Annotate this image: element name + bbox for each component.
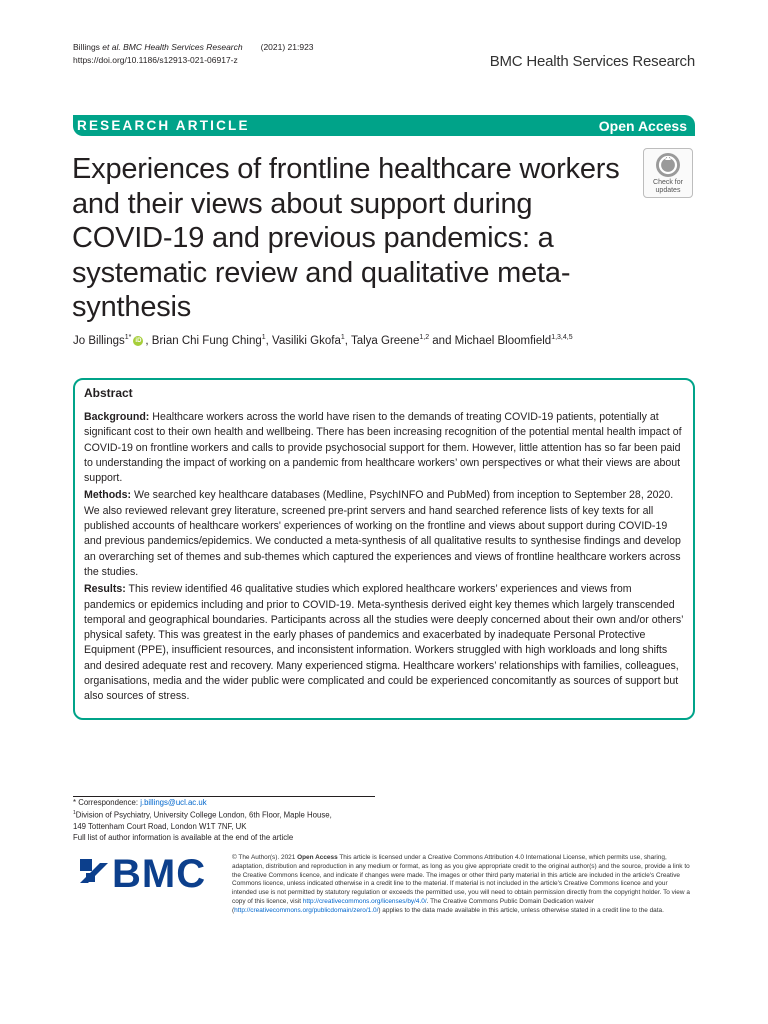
license-open-access: Open Access <box>297 854 338 861</box>
check-for-updates-line1: Check for <box>653 179 683 186</box>
article-type-label: RESEARCH ARTICLE <box>77 118 250 133</box>
open-access-label: Open Access <box>598 117 687 134</box>
doi-link[interactable]: https://doi.org/10.1186/s12913-021-06917-z <box>73 55 238 65</box>
license-body: This article is licensed under a Creative Commons Attribution 4.0 International License, which permits use, sharing, adaptation, distribution and reproduction in any medium or format, as long as you give appropriate credit to the original author(s) and the source, provide a link to the Creative Commons licence, and indicate if changes were made. The images or other third party material in this article are included in the article's Creative Commons licence, unless indicated otherwise in a credit line to the material. If material is not included in the article's Creative Commons licence and your intended use is not permitted by statutory regulation or exceeds the permitted use, you will need to obtain permission directly from the copyright holder. To view a copy of this licence, visit <box>232 854 690 905</box>
affiliation <box>73 808 383 821</box>
author-separator: and <box>429 334 455 347</box>
journal-name: BMC Health Services Research <box>489 53 695 70</box>
section-text: We searched key healthcare databases (Medline, PsychINFO and PubMed) from inception to September 28, 2020. We also reviewed relevant grey literature, screened pre-print servers and hand searched reference lists of key texts for all published accounts of healthcare workers' experiences of working on the frontline and views about support during COVID-19 and previous pandemics/epidemics. We conducted a meta-synthesis of all qualitative results to synthesise findings and develop an overarching set of themes and sub-themes which captured the experiences and views of frontline healthcare workers across the studies. <box>84 489 681 578</box>
affiliation-sup: 1 <box>73 810 76 817</box>
author-separator: , <box>145 334 152 347</box>
article-type-banner <box>73 115 695 136</box>
section-label: Methods: <box>84 489 132 502</box>
section-text: Healthcare workers across the world have risen to the demands of treating COVID-19 patients, potentially at significant cost to their own health and wellbeing. There has been increasing recognition of the potential mental health impact of COVID-19 on frontline workers and calls to provide psychosocial support for them. However, little attention has so far been paid to understanding the impact of working on a pandemic from healthcare workers’ own perspectives or what their views are about support. <box>84 411 682 485</box>
citation-journal: et al. BMC Health Services Research <box>102 42 243 52</box>
check-for-updates-icon <box>655 152 681 178</box>
author-name: Jo Billings <box>73 334 125 347</box>
affiliation-line1: Division of Psychiatry, University College London, 6th Floor, Maple House, <box>75 810 332 820</box>
abstract-results <box>84 582 684 704</box>
author-affiliation: 1 <box>340 334 345 341</box>
correspondence-label: * Correspondence: <box>73 798 141 807</box>
correspondence-email-link[interactable]: j.billings@ucl.ac.uk <box>140 798 207 807</box>
section-text: This review identified 46 qualitative studies which explored healthcare workers’ experiences and views from pandemics or epidemics including and prior to COVID-19. Meta-synthesis derived eight key themes which largely transcended temporal and geographical boundaries. Participants across all the studies were deeply concerned about their own and/or others’ physical safety. This was greatest in the early phases of pandemics and exacerbated by inadequate Personal Protective Equipment (PPE), insufficient resources, and inconsistent information. Workers struggled with high workloads and long shifts and desired adequate rest and recovery. Many experienced stigma. Healthcare workers’ relationships with families, colleagues, organisations, media and the wider public were complicated and could be experienced concomitantly as sources of support but also sources of stress. <box>84 583 684 703</box>
section-label: Results: <box>84 583 126 596</box>
author-name: Michael Bloomfield <box>454 334 552 347</box>
correspondence <box>73 797 383 808</box>
license-body-3: ) applies to the data made available in this article, unless otherwise stated in a credit line to the data. <box>378 906 664 914</box>
author-affiliation: 1* <box>124 334 132 341</box>
citation-block <box>73 41 314 67</box>
svg-text:BMC: BMC <box>112 852 207 891</box>
citation-year: (2021) 21:923 <box>260 42 314 52</box>
author-name: Talya Greene <box>350 334 420 347</box>
author-separator: , <box>344 334 351 347</box>
abstract-methods <box>84 488 684 580</box>
author-separator: , <box>265 334 273 347</box>
license-body-2: . The Creative Commons Public Domain Dedication waiver ( <box>232 897 594 914</box>
license-link-cc-by[interactable]: http://creativecommons.org/licenses/by/4.0/ <box>302 897 427 905</box>
author-affiliation: 1,2 <box>419 334 430 341</box>
check-for-updates-button[interactable] <box>643 148 693 198</box>
orcid-icon[interactable]: iD <box>135 337 142 344</box>
citation-authors: Billings <box>73 42 103 52</box>
license-prefix: © The Author(s). 2021 <box>232 854 298 861</box>
abstract-heading: Abstract <box>84 386 133 400</box>
article-title: Experiences of frontline healthcare workers and their views about support during COVID-19 and previous pandemics: a systematic review and qualitative meta-synthesis <box>72 153 620 323</box>
license-link-cc0[interactable]: http://creativecommons.org/publicdomain/zero/1.0/ <box>234 906 379 914</box>
check-for-updates-text <box>653 179 683 194</box>
author-affiliation: 1,3,4,5 <box>551 334 573 341</box>
citation-line <box>73 41 314 54</box>
footnotes <box>73 797 383 843</box>
author-list <box>73 334 573 347</box>
check-for-updates-line2: updates <box>655 186 681 194</box>
author-affiliation: 1 <box>261 334 266 341</box>
license-text <box>232 854 692 916</box>
abstract-box <box>73 378 695 720</box>
bmc-logo <box>80 851 216 891</box>
affiliation-address: 149 Tottenham Court Road, London W1T 7NF, UK <box>73 822 247 831</box>
author-name: Brian Chi Fung Ching <box>151 334 262 347</box>
author-info-note: Full list of author information is available at the end of the article <box>73 833 294 843</box>
author-name: Vasiliki Gkofa <box>272 334 341 347</box>
abstract-background <box>84 410 684 486</box>
section-label: Background: <box>84 411 150 423</box>
